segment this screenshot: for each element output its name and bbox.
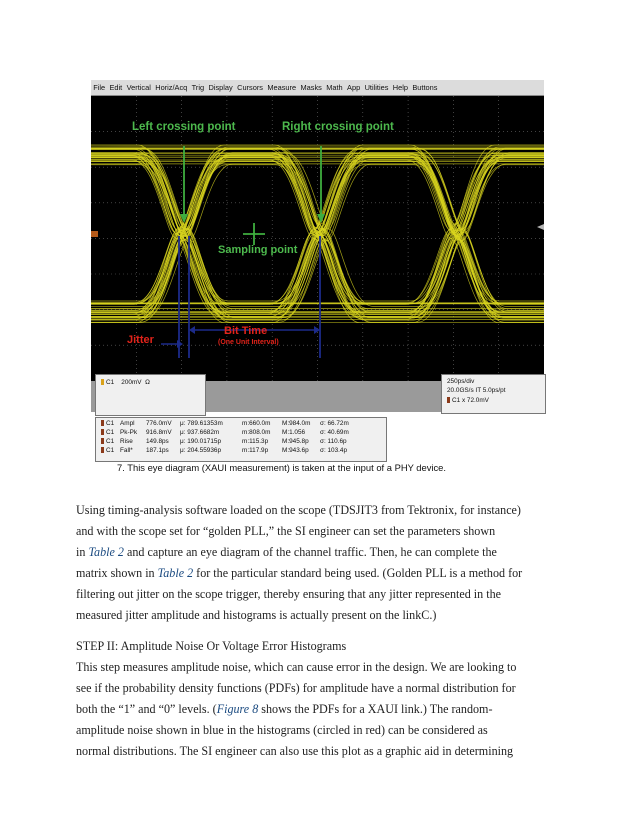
meas-max: M:984.0m [282, 420, 311, 427]
text-line [76, 563, 566, 584]
measurement-channel-icon [101, 420, 104, 426]
meas-channel: C1 [106, 438, 115, 445]
meas-channel: C1 [106, 447, 115, 454]
meas-sigma: σ: 66.72m [320, 420, 349, 427]
meas-channel: C1 [106, 429, 115, 436]
meas-sigma: σ: 110.6p [320, 438, 347, 445]
unit-interval-label: (One Unit Interval) [218, 339, 279, 346]
scope-menu-bar [91, 80, 544, 96]
ground-marker[interactable] [91, 231, 98, 237]
meas-max: M:945.8p [282, 438, 309, 445]
text-fragment: for the particular standard being used. (Golden PLL is a method for [193, 566, 523, 580]
text-line [76, 699, 566, 720]
timebase-panel[interactable] [441, 374, 546, 414]
measurement-row [101, 438, 347, 446]
meas-max: M:943.6p [282, 447, 309, 454]
channel-scale: 200mV [121, 379, 142, 386]
measurements-panel[interactable] [95, 417, 387, 462]
meas-min: m:808.0m [242, 429, 271, 436]
figure-8-link[interactable]: Figure 8 [216, 702, 259, 716]
text-fragment: matrix shown in [76, 566, 158, 580]
channel-termination: Ω [145, 379, 150, 386]
meas-min: m:660.0m [242, 420, 271, 427]
meas-mean: μ: 937.6682m [180, 429, 220, 436]
text-fragment: and capture an eye diagram of the channel traffic. Then, he can complete the [123, 545, 497, 559]
menu-help[interactable]: Help [392, 83, 408, 92]
trigger-level-marker[interactable] [537, 224, 544, 230]
text-line: This step measures amplitude noise, which can cause error in the design. We are looking to [76, 660, 517, 674]
text-line: and with the scope set for “golden PLL,” the SI engineer can set the parameters shown [76, 524, 496, 538]
menu-display[interactable]: Display [208, 83, 233, 92]
timebase-scale: 250ps/div [447, 378, 475, 385]
menu-math[interactable]: Math [326, 83, 343, 92]
meas-value: 149.8ps [146, 438, 169, 445]
text-line: Using timing-analysis software loaded on the scope (TDSJIT3 from Tektronix, for instance) [76, 503, 521, 517]
menu-utilities[interactable]: Utilities [364, 83, 389, 92]
meas-value: 187.1ps [146, 447, 169, 454]
meas-mean: μ: 789.61353m [180, 420, 223, 427]
channel-name: C1 [106, 379, 115, 386]
bit-time-label: Bit Time [224, 325, 268, 337]
measurement-channel-icon [101, 438, 104, 444]
meas-value: 776.0mV [146, 420, 172, 427]
meas-name: Rise [120, 438, 133, 445]
jitter-arrowhead [177, 340, 183, 348]
sample-rate: 20.0GS/s IT 5.0ps/pt [447, 387, 506, 394]
scope-screen [91, 96, 544, 381]
table-2-link[interactable]: Table 2 [88, 545, 124, 559]
meas-min: m:117.9p [242, 447, 269, 454]
channel-setup-panel[interactable] [95, 374, 206, 416]
text-line: see if the probability density functions (PDFs) for amplitude have a normal distribution for [76, 681, 516, 695]
text-line: normal distributions. The SI engineer can also use this plot as a graphic aid in determining [76, 744, 514, 758]
right-crossing-label: Right crossing point [282, 121, 394, 133]
table-2-link[interactable]: Table 2 [157, 566, 194, 580]
menu-measure[interactable]: Measure [267, 83, 297, 92]
eye-diagram-plot [91, 96, 544, 381]
article-body [76, 500, 566, 762]
text-line: amplitude noise shown in blue in the histograms (circled in red) can be considered as [76, 723, 488, 737]
trigger-channel: C1 [452, 397, 461, 404]
jitter-label: Jitter [127, 334, 154, 346]
menu-edit[interactable]: Edit [109, 83, 123, 92]
measurement-channel-icon [101, 429, 104, 435]
figure-caption: 7. This eye diagram (XAUI measurement) is taken at the input of a PHY device. [117, 462, 446, 473]
text-fragment: in [76, 545, 89, 559]
meas-name: Ampl [120, 420, 135, 427]
menu-buttons[interactable]: Buttons [412, 83, 438, 92]
menu-masks[interactable]: Masks [300, 83, 322, 92]
paragraph-golden-pll [76, 500, 566, 626]
section-heading: STEP II: Amplitude Noise Or Voltage Error Histograms [76, 639, 347, 653]
measurement-channel-icon [101, 447, 104, 453]
text-line: filtering out jitter on the scope trigger, thereby ensuring that any jitter represented in the [76, 587, 502, 601]
text-fragment: both the “1” and “0” levels. ( [76, 702, 217, 716]
meas-mean: μ: 190.01715p [180, 438, 221, 445]
menu-cursors[interactable]: Cursors [237, 83, 263, 92]
trigger-channel-icon [447, 397, 450, 403]
measurement-row [101, 420, 349, 428]
sampling-point-label: Sampling point [218, 244, 298, 256]
trigger-level: x 72.0mV [461, 397, 489, 404]
measurement-row [101, 447, 347, 455]
meas-max: M:1.056 [282, 429, 306, 436]
meas-name: Pk-Pk [120, 429, 138, 436]
menu-file[interactable]: File [93, 83, 106, 92]
text-line: measured jitter amplitude and histograms is actually present on the linkC.) [76, 608, 437, 622]
meas-value: 916.8mV [146, 429, 172, 436]
meas-min: m:115.3p [242, 438, 269, 445]
meas-mean: μ: 204.55936p [180, 447, 221, 454]
meas-sigma: σ: 103.4p [320, 447, 348, 454]
menu-vertical[interactable]: Vertical [126, 83, 151, 92]
text-fragment: shows the PDFs for a XAUI link.) The random- [258, 702, 493, 716]
menu-horiz-acq[interactable]: Horiz/Acq [155, 83, 188, 92]
left-crossing-label: Left crossing point [132, 121, 236, 133]
meas-sigma: σ: 40.69m [320, 429, 349, 436]
menu-app[interactable]: App [347, 83, 361, 92]
paragraph-amplitude-noise [76, 636, 566, 762]
text-line [76, 542, 566, 563]
menu-trig[interactable]: Trig [191, 83, 205, 92]
measurement-row [101, 429, 349, 437]
meas-channel: C1 [106, 420, 115, 427]
meas-name: Fall* [120, 447, 133, 454]
channel-color-icon [101, 379, 104, 385]
eye-diagram-figure [91, 80, 544, 454]
